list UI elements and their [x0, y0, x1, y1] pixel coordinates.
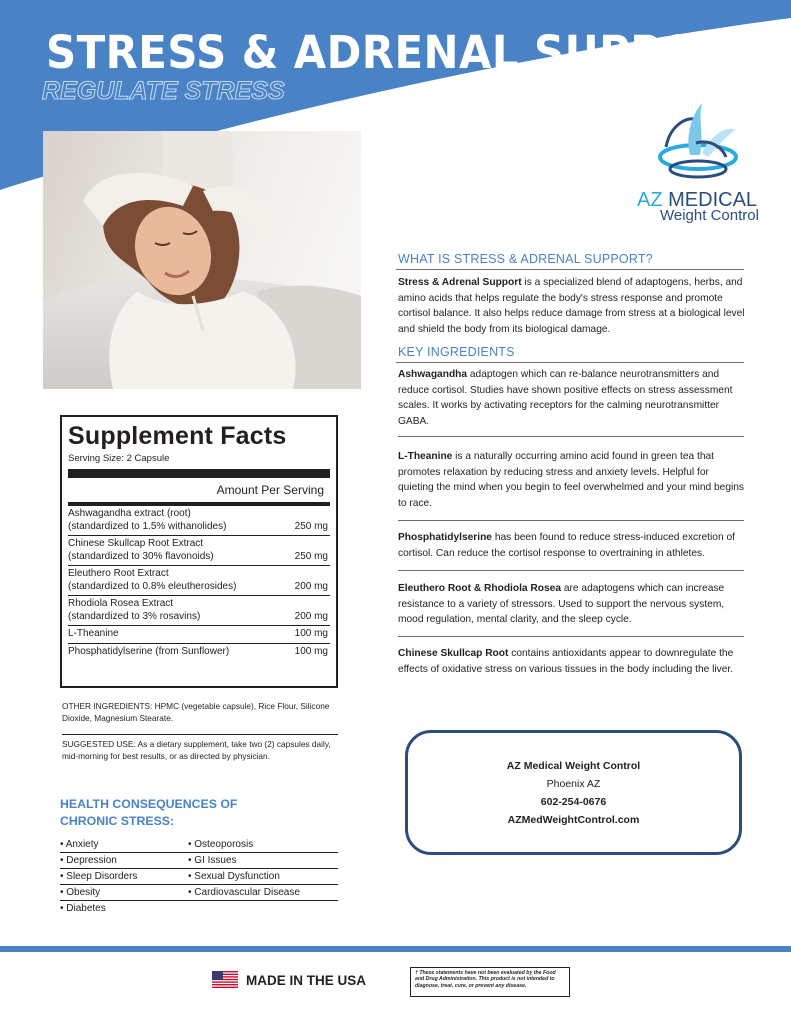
facts-row: Eleuthero Root Extract (standardized to 0.8% eleutherosides) 200 mg: [68, 566, 330, 596]
notes-divider: [62, 734, 338, 735]
fda-disclaimer: † These statements have not been evaluated by the Food and Drug Administration. This product is not intended to diagnose, treat, cure, or prevent any disease.: [410, 967, 570, 997]
ingredient-l-theanine: L-Theanine is a naturally occurring amino acid found in green tea that promotes relaxation by reducing stress and anxiety levels. Helpful for quieting the mind when you begin to feel overwhelmed and your mind begins to race.: [398, 451, 745, 509]
footer-divider: [0, 946, 791, 952]
ingredient-phosphatidylserine: Phosphatidylserine has been found to reduce stress-induced excretion of cortisol. Can reduce the cortisol response to overtraining in athletes.: [398, 532, 735, 559]
about-heading: WHAT IS STRESS & ADRENAL SUPPORT?: [398, 252, 653, 266]
clinic-phone[interactable]: 602-254-0676: [540, 796, 607, 808]
facts-row: Chinese Skullcap Root Extract (standardized to 30% flavonoids) 250 mg: [68, 536, 330, 566]
ingredient-ashwagandha: Ashwagandha adaptogen which can re-balance neurotransmitters and reduce cortisol. Studies have shown positive effects on stress assessment scales. It works by activating receptors for the calming neurotransmitter GABA.: [398, 369, 733, 427]
facts-row: Ashwagandha extract (root) (standardized to 1.5% withanolides) 250 mg: [68, 506, 330, 536]
about-paragraph: Stress & Adrenal Support is a specialized blend of adaptogens, herbs, and amino acids that helps regulate the body's stress response and promote cortisol balance. It also helps reduce damage from stress at a biological level and shield the body from its biological damage.: [398, 277, 745, 335]
relaxing-woman-photo: [43, 131, 361, 389]
clinic-name: AZ Medical Weight Control: [506, 760, 641, 772]
ingredients-heading: KEY INGREDIENTS: [398, 345, 515, 359]
page-title: STRESS & ADRENAL SUPPORT: [46, 26, 758, 79]
logo-wordmark-line2: Weight Control: [660, 207, 759, 224]
suggested-use: SUGGESTED USE: As a dietary supplement, take two (2) capsules daily, mid-morning for best results, or as directed by physician.: [62, 739, 331, 761]
facts-row: Phosphatidylserine (from Sunflower) 100 mg: [68, 645, 328, 657]
about-heading-rule: [396, 269, 744, 270]
logo-wordmark-line1: AZ MEDICAL: [637, 189, 758, 211]
clinic-city: Phoenix AZ: [546, 778, 601, 790]
page-subtitle: REGULATE STRESS: [42, 77, 285, 105]
contact-card: [405, 730, 742, 855]
list-item: • Anxiety • Osteoporosis: [60, 837, 338, 853]
list-item: • Depression • GI Issues: [60, 853, 338, 869]
amount-per-serving-header: Amount Per Serving: [68, 478, 330, 506]
made-in-usa-label: MADE IN THE USA: [246, 973, 367, 988]
ingredient-chinese-skullcap: Chinese Skullcap Root contains antioxidants appear to downregulate the effects of oxidative stress on various tissues in the body including the liver.: [398, 648, 734, 675]
clinic-website[interactable]: AZMedWeightControl.com: [507, 814, 640, 826]
supplement-facts-panel: [60, 415, 338, 688]
ingredient-eleuthero-rhodiola: Eleuthero Root & Rhodiola Rosea are adaptogens which can increase resistance to a variety of stressors. Used to support the nervous system, mood regulation, mental clarity, and the sleep cycle.: [398, 583, 725, 625]
list-item: • Sleep Disorders • Sexual Dysfunction: [60, 869, 338, 885]
ingredient-divider: [398, 520, 744, 521]
health-consequences-list: [60, 837, 338, 917]
list-item: • Obesity • Cardiovascular Disease: [60, 885, 338, 901]
supplement-facts-title: Supplement Facts: [68, 422, 287, 450]
ingredients-heading-rule: [396, 362, 744, 363]
ingredient-divider: [398, 436, 744, 437]
serving-size: Serving Size: 2 Capsule: [68, 453, 330, 478]
ingredient-divider: [398, 636, 744, 637]
list-item: • Diabetes: [60, 903, 106, 914]
facts-row: Rhodiola Rosea Extract (standardized to 3% rosavins) 200 mg: [68, 596, 330, 626]
other-ingredients: OTHER INGREDIENTS: HPMC (vegetable capsule), Rice Flour, Silicone Dioxide, Magnesium Stearate.: [62, 701, 330, 723]
health-consequences-title: HEALTH CONSEQUENCES OF CHRONIC STRESS:: [60, 797, 238, 828]
us-flag-icon: [212, 971, 238, 988]
ingredient-divider: [398, 570, 744, 571]
facts-row: L-Theanine 100 mg: [68, 626, 330, 644]
